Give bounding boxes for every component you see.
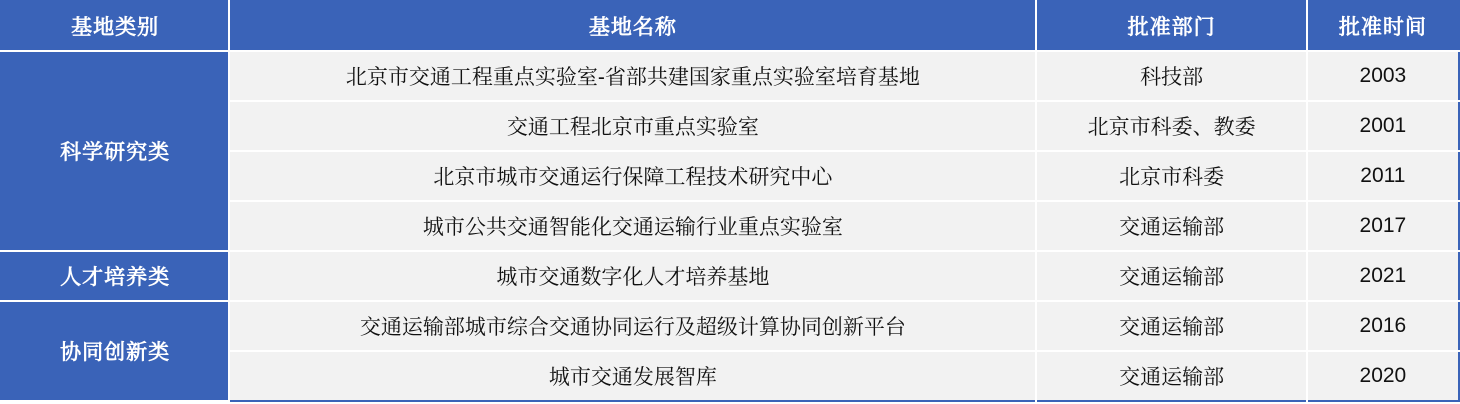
table-row — [1, 301, 1459, 351]
header-cell-year: 批准时间 — [1307, 1, 1459, 51]
base-name: 交通运输部城市综合交通协同运行及超级计算协同创新平台 — [229, 301, 1036, 351]
approval-department: 交通运输部 — [1036, 251, 1306, 301]
base-name: 北京市交通工程重点实验室-省部共建国家重点实验室培育基地 — [229, 51, 1036, 101]
table-row — [1, 251, 1459, 301]
approval-department: 交通运输部 — [1036, 301, 1306, 351]
category-cell-research: 科学研究类 — [1, 51, 229, 251]
approval-department: 交通运输部 — [1036, 201, 1306, 251]
table-body — [1, 51, 1459, 401]
base-name: 城市交通数字化人才培养基地 — [229, 251, 1036, 301]
approval-department: 科技部 — [1036, 51, 1306, 101]
header-row — [1, 1, 1459, 51]
approval-year: 2016 — [1307, 301, 1459, 351]
approval-year: 2020 — [1307, 351, 1459, 401]
header-cell-category: 基地类别 — [1, 1, 229, 51]
category-cell-talent: 人才培养类 — [1, 251, 229, 301]
approval-year: 2021 — [1307, 251, 1459, 301]
base-name: 北京市城市交通运行保障工程技术研究中心 — [229, 151, 1036, 201]
base-name: 城市公共交通智能化交通运输行业重点实验室 — [229, 201, 1036, 251]
approval-department: 交通运输部 — [1036, 351, 1306, 401]
table-header — [1, 1, 1459, 51]
base-name: 城市交通发展智库 — [229, 351, 1036, 401]
base-name: 交通工程北京市重点实验室 — [229, 101, 1036, 151]
header-cell-department: 批准部门 — [1036, 1, 1306, 51]
header-cell-name: 基地名称 — [229, 1, 1036, 51]
approval-year: 2003 — [1307, 51, 1459, 101]
category-cell-innovation: 协同创新类 — [1, 301, 229, 401]
approval-year: 2017 — [1307, 201, 1459, 251]
table-row — [1, 51, 1459, 101]
approval-year: 2011 — [1307, 151, 1459, 201]
approval-year: 2001 — [1307, 101, 1459, 151]
approval-department: 北京市科委 — [1036, 151, 1306, 201]
approval-department: 北京市科委、教委 — [1036, 101, 1306, 151]
